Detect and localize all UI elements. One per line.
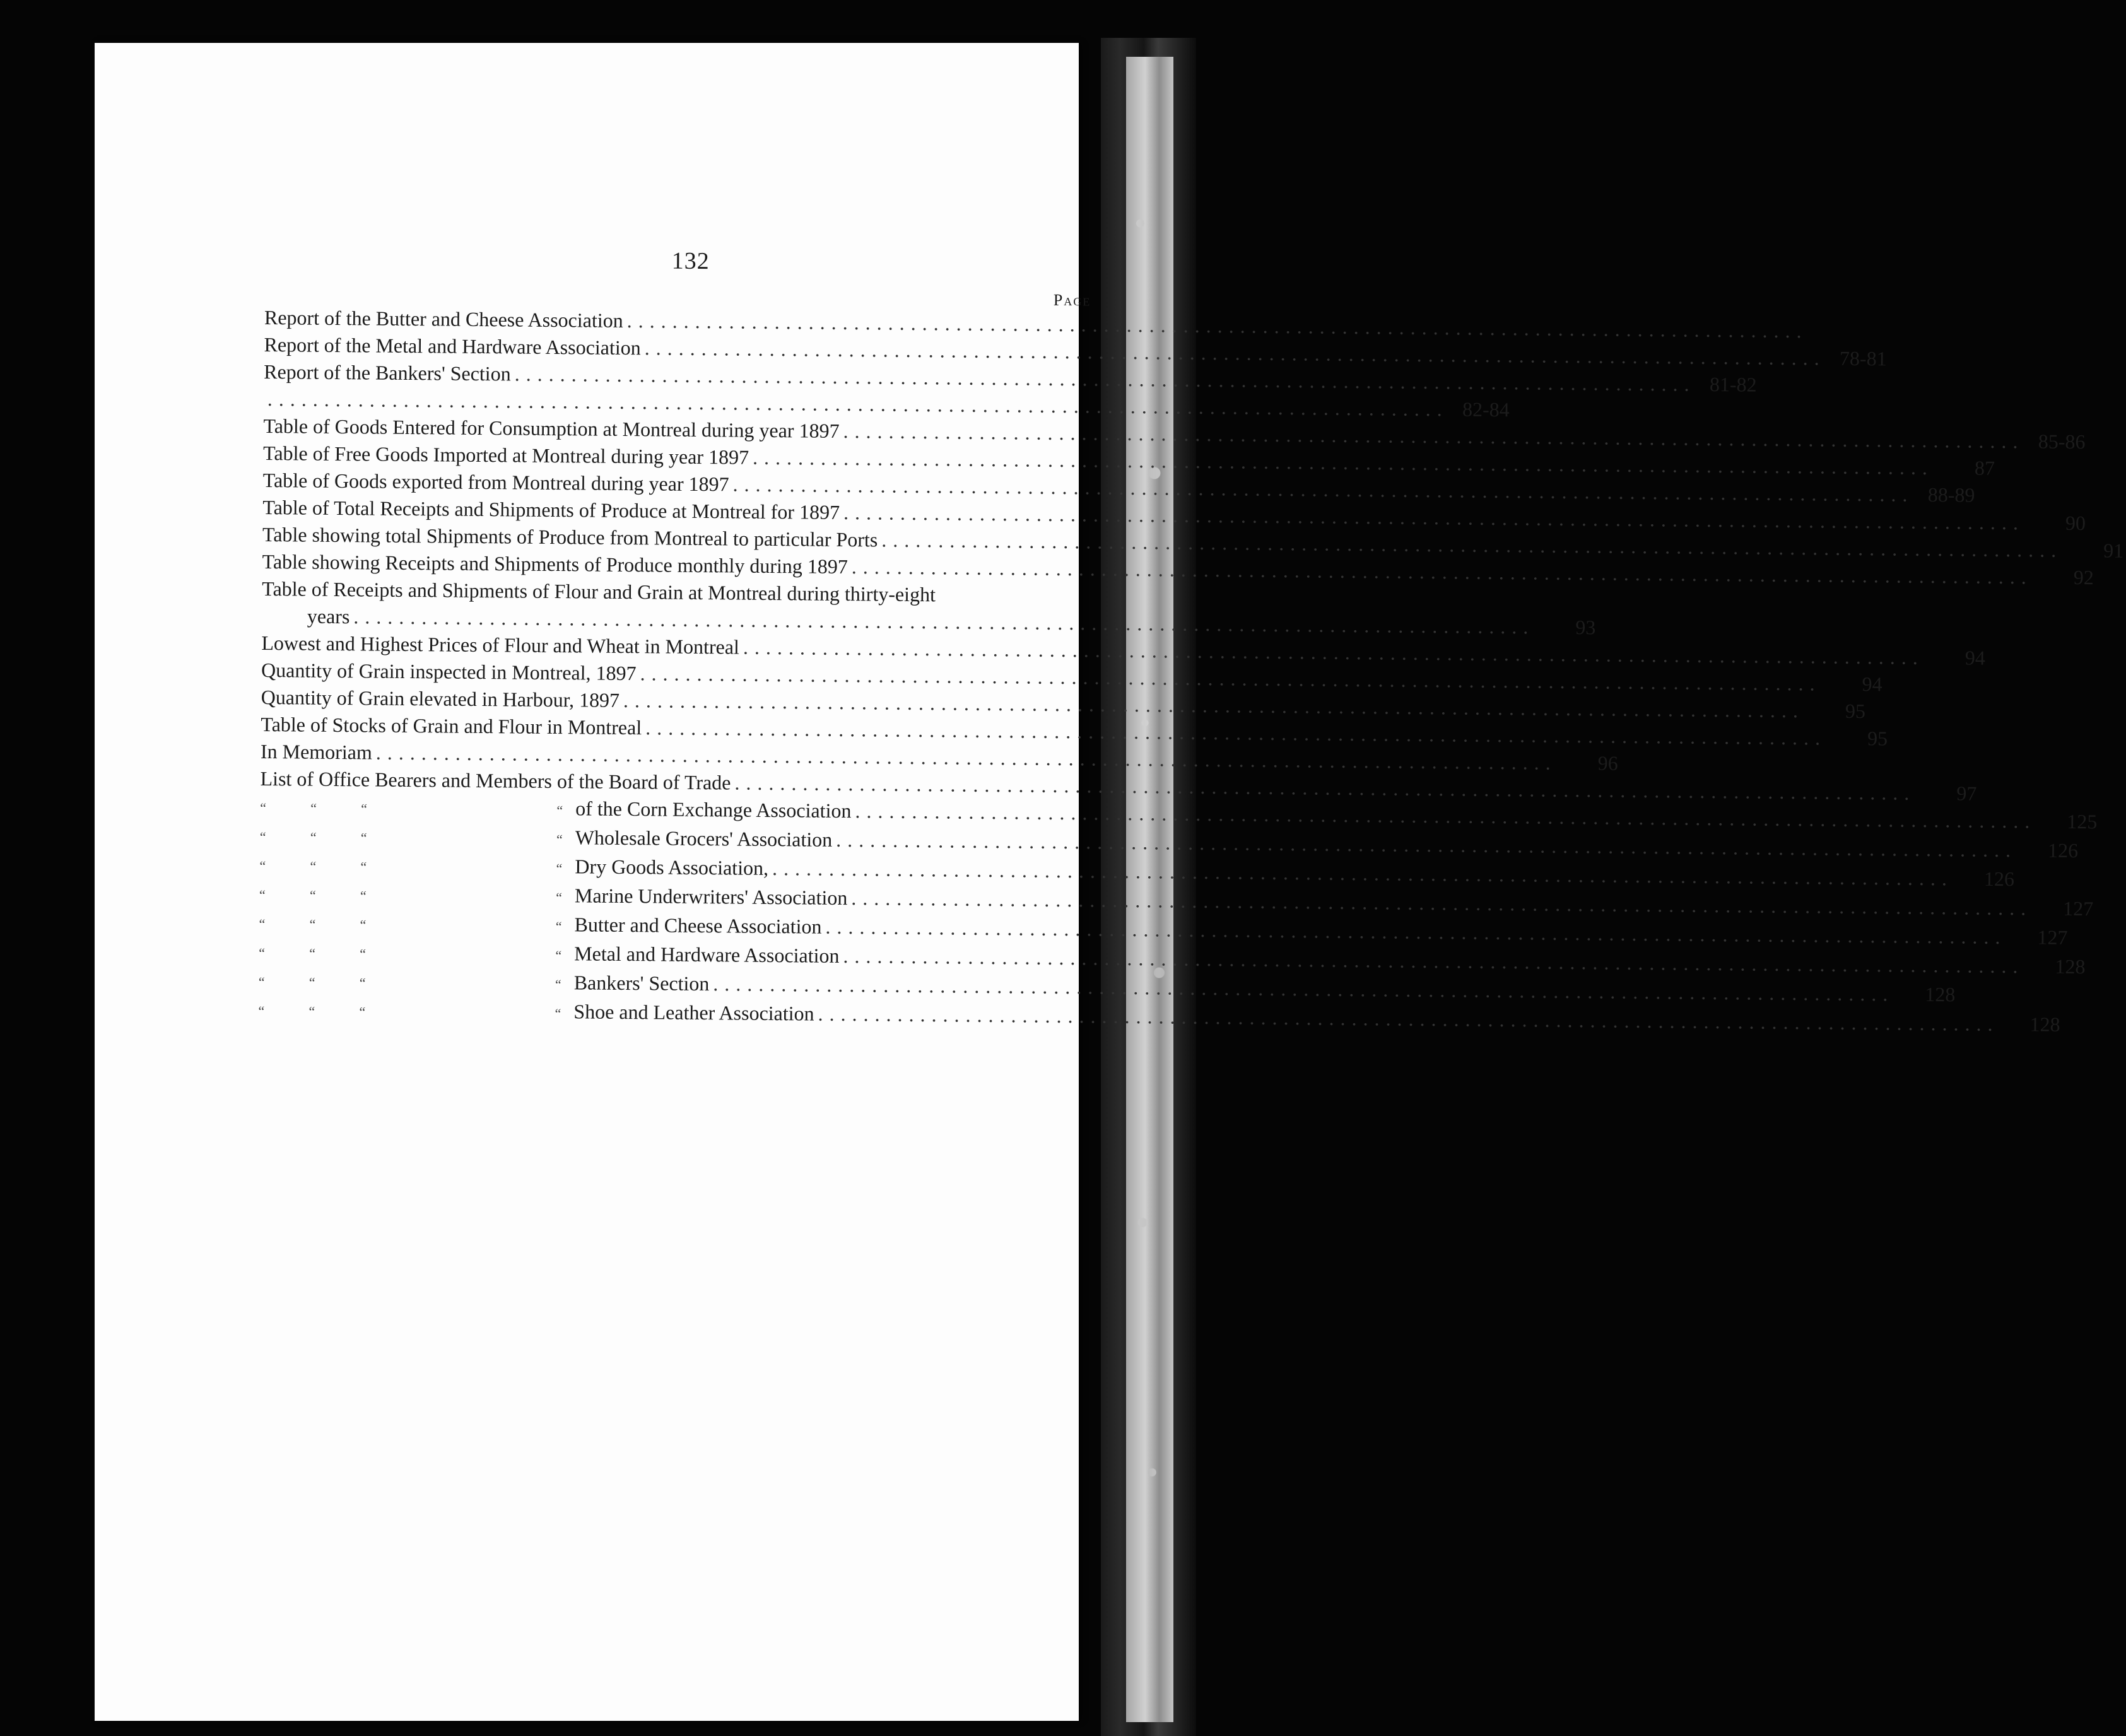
entry-title: of the Corn Exchange Association: [575, 797, 852, 823]
entry-page: 91: [2103, 539, 2124, 562]
entry-page: 95: [1867, 727, 1888, 750]
entry-page: 94: [1862, 672, 1882, 696]
entry-title: Table of Stocks of Grain and Flour in Montreal: [261, 712, 642, 739]
ditto-mark: “: [310, 829, 317, 845]
ditto-marks: [259, 852, 575, 882]
entry-title: Table of Receipts and Shipments of Flour and Grain at Montreal during thirty-eight: [262, 577, 936, 606]
ditto-mark: “: [258, 973, 265, 990]
ditto-mark: “: [555, 976, 561, 993]
ditto-mark: “: [260, 799, 267, 816]
entry-title: Shoe and Leather Association: [573, 1000, 814, 1025]
ditto-mark: “: [258, 1002, 265, 1019]
entry-title: Butter and Cheese Association: [574, 913, 822, 938]
entry-title: Wholesale Grocers' Association: [575, 826, 833, 851]
entry-page: 126: [2047, 838, 2079, 862]
entry-title: Lowest and Highest Prices of Flour and Wheat in Montreal: [261, 631, 740, 659]
book-page: [95, 43, 2124, 1721]
ditto-mark: “: [259, 886, 266, 903]
ditto-mark: “: [555, 918, 562, 935]
ditto-mark: “: [259, 828, 266, 845]
ditto-marks: [259, 939, 574, 969]
ditto-mark: “: [360, 830, 367, 846]
entry-page: [1806, 337, 1869, 338]
entry-title: Quantity of Grain elevated in Harbour, 1897: [261, 685, 620, 712]
ditto-mark: “: [259, 915, 266, 932]
ditto-marks: [259, 881, 575, 911]
entry-title: Dry Goods Association,: [575, 855, 769, 880]
entry-page: 90: [2065, 511, 2086, 535]
ditto-marks: [260, 823, 575, 853]
ditto-mark: “: [360, 859, 367, 875]
entry-title: Table of Total Receipts and Shipments of Produce at Montreal for 1897: [262, 495, 840, 524]
contents-entry-wrapped: [262, 575, 1596, 639]
ditto-mark: “: [361, 801, 368, 817]
entry-title: Report of the Butter and Cheese Association: [264, 305, 623, 332]
contents-list: [260, 304, 2124, 805]
entry-title: Table showing Receipts and Shipments of Produce monthly during 1897: [262, 549, 849, 578]
entry-page: 97: [1956, 782, 1977, 805]
ditto-mark: “: [360, 917, 367, 933]
ditto-mark: “: [308, 974, 315, 990]
ditto-mark: “: [310, 800, 317, 816]
ditto-mark: “: [259, 857, 266, 874]
ditto-mark: “: [555, 947, 562, 964]
entry-title: Quantity of Grain inspected in Montreal, 1897: [261, 658, 637, 685]
entry-title: Report of the Bankers' Section: [264, 360, 511, 385]
entry-page: 125: [2067, 809, 2098, 833]
ditto-marks: [258, 997, 573, 1027]
entry-title: Marine Underwriters' Association: [574, 884, 848, 910]
entry-page: 94: [1964, 646, 1985, 669]
entry-page: 78-81: [1839, 346, 1887, 370]
ditto-mark: “: [360, 888, 367, 904]
entry-page: 87: [1974, 456, 1995, 479]
entry-title: Bankers' Section: [573, 971, 710, 995]
ditto-mark: “: [556, 802, 563, 819]
entry-page: 81-82: [1709, 372, 1757, 396]
ditto-mark: “: [360, 946, 367, 962]
ditto-mark: “: [359, 1004, 366, 1020]
entry-title: Table of Goods Entered for Consumption at Montreal during year 1897: [263, 414, 840, 442]
entry-title: Table of Goods exported from Montreal during year 1897: [262, 468, 729, 496]
entry-title: Table of Free Goods Imported at Montreal during year 1897: [262, 441, 749, 469]
ditto-mark: “: [555, 1006, 561, 1022]
ditto-mark: “: [556, 889, 563, 906]
entry-page: 96: [1597, 751, 1618, 775]
page-number: 132: [671, 247, 710, 275]
ditto-mark: “: [359, 975, 366, 991]
ditto-mark: “: [309, 887, 316, 903]
ditto-marks: [259, 968, 574, 998]
entry-title-continuation: years: [307, 604, 350, 628]
entry-page: 128: [2029, 1012, 2060, 1036]
entry-page: 85-86: [2038, 430, 2086, 454]
ditto-marks: [259, 910, 574, 940]
ditto-mark: “: [259, 944, 266, 961]
ditto-mark: “: [556, 860, 563, 877]
entry-page: 127: [2037, 925, 2068, 949]
entry-page: 127: [2063, 896, 2094, 920]
entry-title: Table showing total Shipments of Produce from Montreal to particular Ports: [262, 522, 878, 551]
entry-page: 126: [1983, 867, 2015, 891]
entry-page: 82-84: [1462, 397, 1510, 421]
page-column-header: Page: [1053, 290, 1091, 310]
ditto-mark: “: [308, 1003, 315, 1019]
entry-page: 128: [1925, 983, 1956, 1006]
ditto-mark: “: [309, 945, 316, 961]
entry-title: In Memoriam: [260, 739, 372, 764]
entry-title: List of Office Bearers and Members of the Board of Trade: [260, 766, 731, 794]
entry-title: Metal and Hardware Association: [574, 942, 840, 967]
entry-page: 128: [2055, 954, 2086, 978]
entry-page: 88-89: [1927, 483, 1975, 507]
ditto-mark: “: [556, 831, 563, 848]
entry-title: Report of the Metal and Hardware Association: [264, 332, 641, 360]
entry-page: 93: [1575, 616, 1596, 639]
ditto-mark: “: [309, 916, 316, 932]
entry-page: 92: [2073, 566, 2094, 589]
ditto-mark: “: [310, 858, 317, 874]
ditto-marks: [260, 794, 575, 824]
entry-page: 95: [1845, 699, 1866, 723]
table-of-contents: [258, 243, 2124, 1036]
